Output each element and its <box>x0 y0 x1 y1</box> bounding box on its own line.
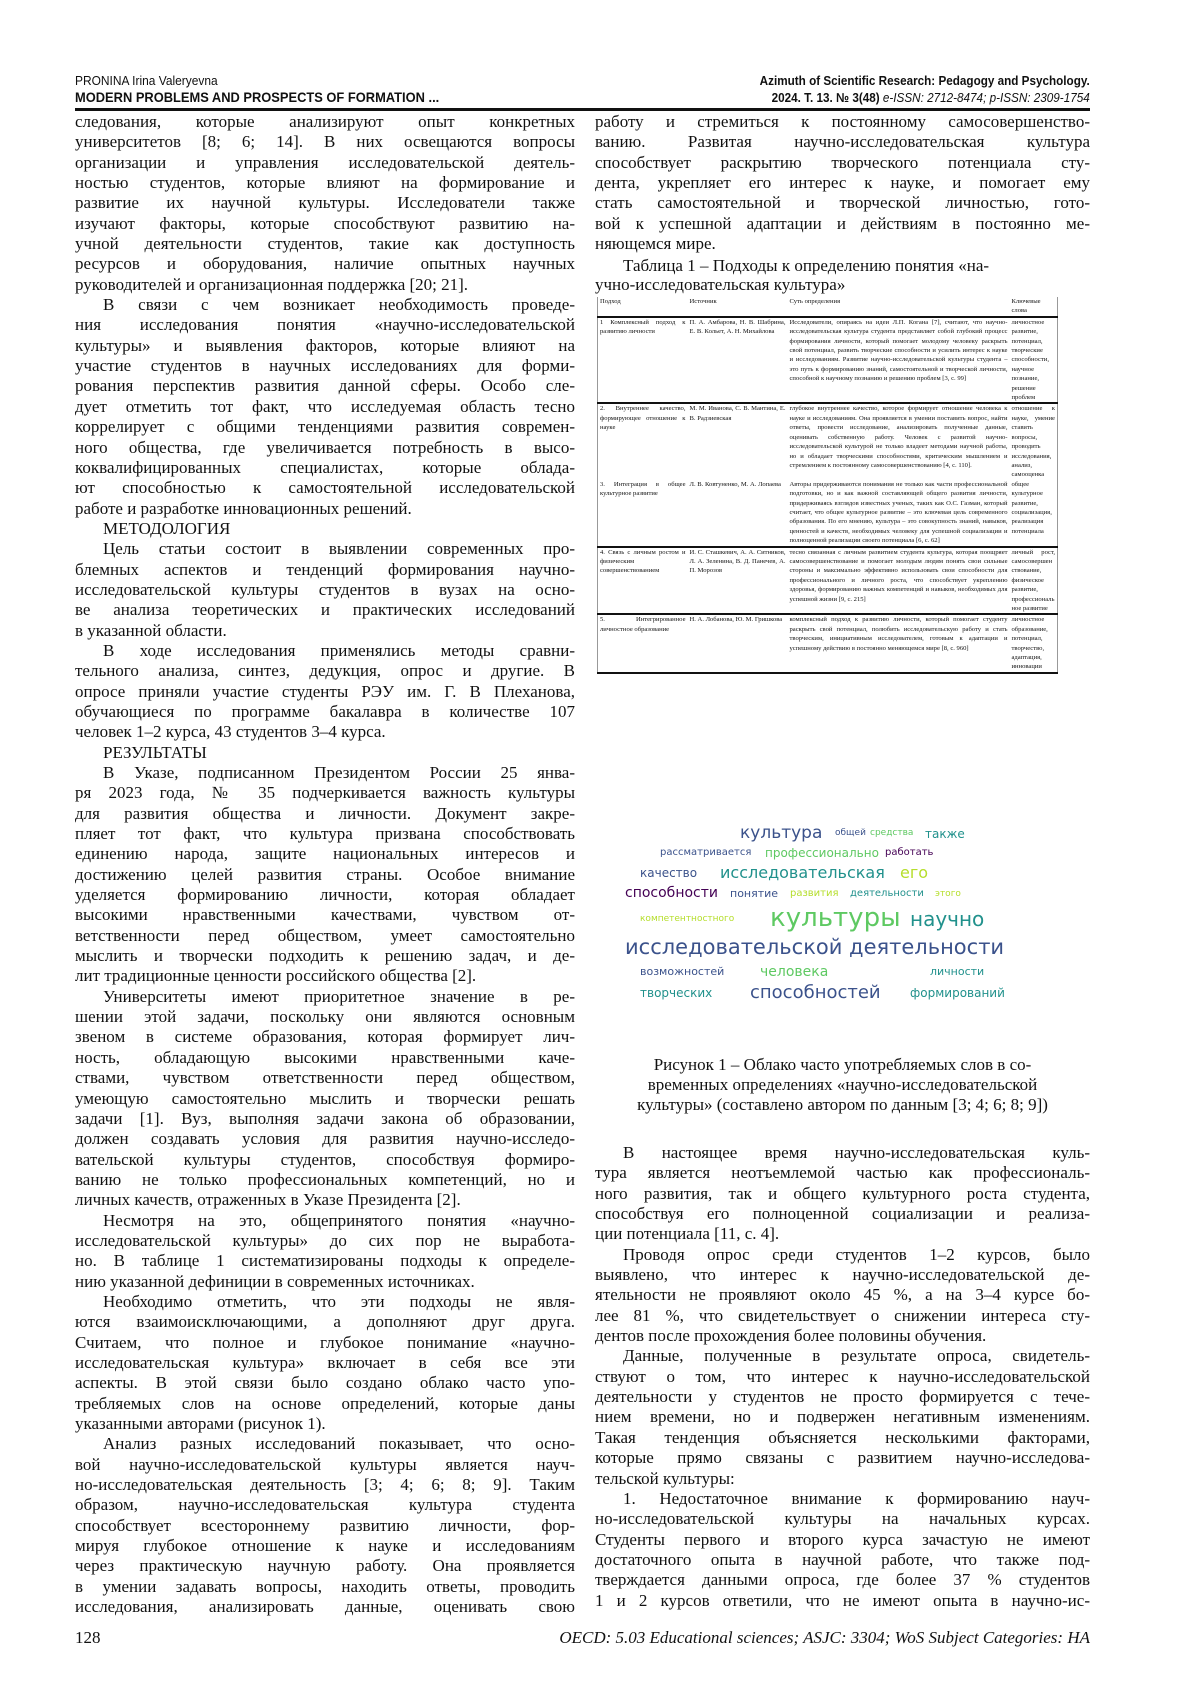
paragraph-line: тельного анализа, синтез, дедукция, опрос и другие. В <box>75 661 575 681</box>
definition-cell: глубокое внутреннее качество, которое формирует отношение человека к науке и исследованиям. Она проявляется в умении поставить вопрос, найти ответы, провести исследование, анализировать полученные данные, оценивать собственную работу. Человек с развитой научно-исследовательской культурой не только владеет методами научной работы, но и обладает творческими способностями, критическим мышлением и стремлением к постоянному самосовершенствованию [4, с. 110]. <box>789 405 1008 469</box>
paragraph-line: аспекты. В этой связи было создано облако часто упо- <box>75 1373 575 1393</box>
figure-caption-line: Рисунок 1 – Облако часто употребляемых слов в со- <box>653 1055 1032 1074</box>
definition-cell: комплексный подход к развитию личности, который помогает студенту раскрыть свой потенциал, полюбить исследовательскую работу и стать творческим, инициативным исследователем, готовым к адаптации и успешному действию в постоянно меняющемся мире [8, с. 960] <box>788 614 1010 672</box>
paragraph-line: нием времени, но и подвержен негативным изменениям. <box>595 1407 1090 1427</box>
cloud-word: исследовательской деятельности <box>625 935 1005 959</box>
word-cloud-figure <box>620 825 1040 1005</box>
cloud-word: развития <box>790 888 839 899</box>
table-row <box>598 547 1058 615</box>
paragraph-line: исследования, анализировать данные, оценивать свою <box>75 1597 575 1617</box>
paragraph-line: вой к успешной адаптации и действиям в постоянно ме- <box>595 213 1090 233</box>
paragraph-line: которые прямо связаны с развитием научно-исследова- <box>595 1448 1090 1468</box>
source-cell: И. С. Сташкевич, А. А. Ситников, Л. А. Зеленина, В. Д. Панечев, А. П. Морозов <box>688 547 788 615</box>
paragraph-line: В настоящее время научно-исследовательская куль- <box>623 1143 1090 1162</box>
source-cell: Н. А. Лобанова, Ю. М. Гришкова <box>688 614 788 672</box>
cloud-word: способности <box>625 885 718 901</box>
paragraph-line: Несмотря на это, общепринятого понятия «научно- <box>103 1210 575 1230</box>
header-author: PRONINA Irina Valeryevna <box>75 73 218 88</box>
paragraph-line: ванию. Развитая научно-исследовательская культура <box>595 132 1090 152</box>
paragraph-line: Проводя опрос среди студентов 1–2 курсов, было <box>623 1244 1090 1264</box>
source-cell: Л. В. Ковтуненко, М. А. Лопаева <box>688 480 788 547</box>
definition-cell: Авторы придерживаются понимания не только как части профессиональной подготовки, но и как важной составляющей общего развития личности, придерживаясь взглядов известных ученых, таких как О.С. Газман, который считает, что общее культурное развитие – это ключевая цель современного образования. По его мнению, культура – это совокупность знаний, навыков, ценностей и качеств, необходимых человеку для успешной социализации и полноценной реализации своего потенциала [6, с. 62] <box>788 480 1010 547</box>
column-header: Суть определения <box>788 297 1010 317</box>
column-header: Подход <box>598 297 688 317</box>
figure-caption-line: временных определениях «научно-исследовательской <box>647 1075 1038 1094</box>
paragraph-line: человек 1–2 курса, 43 студентов 3–4 курса. <box>75 722 386 742</box>
paragraph-line: дентов после прохождения более половины обучения. <box>595 1326 987 1346</box>
paragraph-line: уделяется формированию личности, которая обладает <box>75 885 575 905</box>
cloud-word: личности <box>930 965 985 978</box>
paragraph-line: ствами, чувством ответственности перед обществом, <box>75 1068 575 1088</box>
paragraph-line: но-исследовательской культуры на начальных курсах. <box>595 1509 1090 1529</box>
paragraph-line: через практическую научную работу. Она проявляется <box>75 1556 575 1576</box>
paragraph-line: достижению целей развития страны. Особое внимание <box>75 864 575 884</box>
paragraph-line: исследовательской культуры студентов в вузах на осно- <box>75 579 575 599</box>
paragraph-line: изучают факторы, которые способствуют развитию на- <box>75 213 575 233</box>
paragraph-line: участие студентов в научных исследованиях для форми- <box>75 356 575 376</box>
paragraph-line: рования перспектив развития данной сферы. Особо сле- <box>75 376 575 396</box>
cloud-word: работать <box>885 847 934 858</box>
cloud-word: понятие <box>730 887 779 900</box>
paragraph-line: указанными авторами (рисунок 1). <box>75 1414 326 1433</box>
paragraph-line: ресурсов и оборудования, наличие опытных научных <box>75 254 575 274</box>
paragraph-line: дует отметить тот факт, что исследуемая область тесно <box>75 396 575 416</box>
cloud-word: творческих <box>640 986 713 1000</box>
section-heading: РЕЗУЛЬТАТЫ <box>103 742 207 762</box>
cloud-word: профессионально <box>765 846 879 860</box>
approach-cell: 1 Комплексный подход к развитию личности <box>598 317 688 404</box>
paragraph-line: высокими нравственными качествами, чувством от- <box>75 905 575 925</box>
paragraph-line: В Указе, подписанном Президентом России 25 янва- <box>103 763 575 782</box>
paragraph-line: коквалифицированных специалистах, которые облада- <box>75 457 575 477</box>
paragraph-line: стать самостоятельной и творческой личностью, гото- <box>595 193 1090 213</box>
paragraph-line: ря 2023 года, № 35 подчеркивается важность культуры <box>75 783 575 803</box>
source-cell: М. М. Иванова, С. В. Мантина, Е. В. Радзиевская <box>689 405 786 422</box>
right-column-bottom <box>595 1143 1090 1611</box>
cloud-word: культуры <box>770 903 901 933</box>
paragraph-line: Необходимо отметить, что эти подходы не явля- <box>103 1291 575 1311</box>
cloud-word: человека <box>760 964 829 980</box>
paragraph-line: способствует раскрытию творческого потенциала сту- <box>595 152 1090 172</box>
paragraph-line: университетов [8; 6; 14]. В них освещаются вопросы <box>75 132 575 152</box>
approaches-table <box>597 297 1058 674</box>
paragraph-line: культуры» и выявления факторов, которые влияют на <box>75 335 575 355</box>
paragraph-line: деятельности у студентов не просто формируется с тече- <box>595 1387 1090 1407</box>
table-row <box>598 480 1058 547</box>
approach-cell: 4. Связь с личным ростом и физическим совершенствованием <box>598 547 688 615</box>
paragraph-line: опросе приняли участие студенты РЭУ им. Г. В Плеханова, <box>75 681 575 701</box>
figure-caption <box>595 1055 1090 1115</box>
running-header-left <box>75 72 439 106</box>
paragraph-line: дента, укрепляет его интерес к науке, и помогает ему <box>595 173 1090 193</box>
paragraph-line: следования, которые анализируют опыт конкретных <box>75 112 575 131</box>
cloud-word: научно <box>910 907 985 931</box>
header-divider <box>75 108 1090 111</box>
paragraph-line: для развития общества и личности. Документ закре- <box>75 803 575 823</box>
paragraph-line: звеном в системе образования, которая формирует лич- <box>75 1027 575 1047</box>
paragraph-line: ют способностью к самостоятельной исследовательской <box>75 478 575 498</box>
paragraph-line: работу и стремиться к постоянному самосовершенство- <box>595 112 1090 131</box>
cloud-word: исследовательская <box>720 863 885 882</box>
table-caption <box>595 256 1090 294</box>
paragraph-line: умеющую самостоятельно мыслить и творчески решать <box>75 1088 575 1108</box>
paragraph-line: требляемых слов на основе определений, которые даны <box>75 1393 575 1413</box>
table-caption-line: учно-исследовательская культура» <box>595 275 846 294</box>
paragraph-line: нию указанной дефиниции в современных источниках. <box>75 1271 475 1291</box>
paragraph-line: лит традиционные ценности российского общества [2]. <box>75 966 477 986</box>
paragraph-line: в указанной области. <box>75 620 227 640</box>
paragraph-line: вательской культуры студентов, способствуя формиро- <box>75 1149 575 1169</box>
paragraph-line: ются взаимоисключающими, а дополняют друг друга. <box>75 1312 575 1332</box>
keywords-cell: личностное образование, потенциал, творчество, адаптация, инновации <box>1010 614 1058 672</box>
paragraph-line: ванию не только профессиональных компетенций, но и <box>75 1169 575 1189</box>
paragraph-line: В ходе исследования применялись методы сравни- <box>103 640 575 660</box>
right-column-top <box>595 112 1090 254</box>
paragraph-line: ствуют о том, что интерес к научно-исследовательской <box>595 1366 1090 1386</box>
paragraph-line: лее 81 %, что свидетельствует о снижении интереса сту- <box>595 1305 1090 1325</box>
section-heading: МЕТОДОЛОГИЯ <box>103 518 231 538</box>
paragraph-line: единению народа, защите национальных интересов и <box>75 844 575 864</box>
paragraph-line: В связи с чем возникает необходимость проведе- <box>103 295 575 315</box>
paragraph-line: няющемся мире. <box>595 234 716 254</box>
paragraph-line: мируя глубокое отношение к науке и исследованиям <box>75 1536 575 1556</box>
paragraph-line: исследовательской культуры» до сих пор не выработа- <box>75 1230 575 1250</box>
paragraph-line: ного общества, где увеличивается потребность в высо- <box>75 437 575 457</box>
left-column <box>75 112 575 1617</box>
paragraph-line: работе и разработке инновационных решений. <box>75 498 412 518</box>
paragraph-line: ного развития, так и общего культурного роста студента, <box>595 1183 1090 1203</box>
running-header-right <box>760 72 1090 106</box>
paragraph-line: 1. Недостаточное внимание к формированию науч- <box>623 1488 1090 1508</box>
cloud-word: способностей <box>750 982 881 1003</box>
paragraph-line: мыслить и творчески подходить к решению задач, и де- <box>75 946 575 966</box>
paragraph-line: выявлено, что интерес к научно-исследовательской де- <box>595 1265 1090 1285</box>
paragraph-line: тура является неотъемлемой частью как профессиональ- <box>595 1163 1090 1183</box>
cloud-word: культура <box>740 823 823 843</box>
definition-cell: Исследователи, опираясь на идеи Л.П. Когана [7], считают, что научно-исследовательская культура студента представляет собой глубокий процесс формирования личности, который помогает молодому человеку раскрыть свой потенциал, развить творческие способности и усилить интерес к науке и исследованиям. Развитие научно-исследовательской культуры студента – это путь к формированию знаний, самостоятельной и творческой личности, способной к научному познанию и решению проблем [3, с. 99] <box>788 317 1010 404</box>
paragraph-line: вой научно-исследовательской культуры является науч- <box>75 1454 575 1474</box>
keywords-cell: общее культурное развитие, социализация, реализация потенциала <box>1010 480 1058 547</box>
paragraph-line: Цель статьи состоит в выявлении современных про- <box>103 539 575 559</box>
cloud-word: средства <box>870 828 914 838</box>
keywords-cell: личный рост, самосовершенствование, физическое развитие, профессиональное развитие <box>1010 547 1058 615</box>
paragraph-line: тверждается данными опроса, где более 37 % студентов <box>595 1570 1090 1590</box>
paragraph-line: Анализ разных исследований показывает, что осно- <box>103 1434 575 1454</box>
source-cell: П. А. Амбарова, Н. В. Шабрина, Е. В. Кольет, А. Н. Михайлова <box>688 317 788 404</box>
header-article-title: MODERN PROBLEMS AND PROSPECTS OF FORMATION ... <box>75 89 440 105</box>
paragraph-line: ния исследования понятия «научно-исследовательской <box>75 315 575 335</box>
paragraph-line: 1 и 2 курсов ответили, что не имеют опыта в научно-ис- <box>595 1590 1090 1610</box>
paragraph-line: пляет тот факт, что культура призвана способствовать <box>75 824 575 844</box>
paragraph-line: ве анализа теоретических и практических исследований <box>75 600 575 620</box>
column-header: Ключевые слова <box>1010 297 1058 317</box>
paragraph-line: Данные, полученные в результате опроса, свидетель- <box>623 1346 1090 1366</box>
cloud-word: его <box>900 863 929 882</box>
paragraph-line: исследовательская культура» включает в себя все эти <box>75 1352 575 1372</box>
paragraph-line: блемных аспектов и тенденций формирования научно- <box>75 559 575 579</box>
figure-caption-line: культуры» (составлено автором по данным [3; 4; 6; 8; 9]) <box>637 1095 1048 1114</box>
table-row <box>598 317 1058 404</box>
paragraph-line: достаточного опыта в научной работе, что также под- <box>595 1549 1090 1569</box>
header-journal: Azimuth of Scientific Research: Pedagogy and Psychology. <box>759 73 1090 88</box>
paragraph-line: ностью студентов, которые влияют на формирование и <box>75 173 575 193</box>
paragraph-line: коррелирует с общими тенденциями развития современ- <box>75 417 575 437</box>
cloud-word: качество <box>640 866 698 880</box>
paragraph-line: Такая тенденция объясняется несколькими факторами, <box>595 1427 1090 1447</box>
paragraph-line: ции потенциала [11, с. 4]. <box>595 1224 780 1244</box>
paragraph-line: учной деятельности студентов, такие как доступность <box>75 234 575 254</box>
cloud-word: компетентностного <box>640 914 735 924</box>
paragraph-line: организации и управления исследовательской деятель- <box>75 152 575 172</box>
cloud-word: рассматривается <box>660 847 752 858</box>
paragraph-line: Университеты имеют приоритетное значение в ре- <box>103 986 575 1006</box>
footer-classification: OECD: 5.03 Educational sciences; ASJC: 3304; WoS Subject Categories: HA <box>559 1628 1090 1647</box>
page-number: 128 <box>75 1628 101 1647</box>
cloud-word: общей <box>835 828 866 838</box>
paragraph-line: в умении задавать вопросы, находить ответы, проводить <box>75 1576 575 1596</box>
paragraph-line: шении этой задачи, поскольку они являются основным <box>75 1007 575 1027</box>
paragraph-line: ветственности перед обществом, умеет самостоятельно <box>75 925 575 945</box>
cloud-word: формирований <box>910 986 1005 1000</box>
table-row <box>598 403 1058 479</box>
header-issue: 2024. T. 13. № 3(48) <box>771 90 880 105</box>
header-issn: e-ISSN: 2712-8474; p-ISSN: 2309-1754 <box>883 90 1090 105</box>
cloud-word: этого <box>935 889 961 899</box>
column-header: Источник <box>688 297 788 317</box>
paragraph-line: Считаем, что полное и глубокое понимание «научно- <box>75 1332 575 1352</box>
paragraph-line: тельской культуры: <box>595 1468 735 1488</box>
definition-cell: тесно связанная с личным развитием студента культура, которая поощряет самосовершенствование и помогает молодым людям понять свои сильные стороны и максимально эффективно использовать свои способности для профессионального и личного роста, что способствует укреплению здоровья, формированию важных компетенций и навыков, необходимых для успешной жизни [9, с. 215] <box>788 547 1010 615</box>
approach-cell: 2. Внутреннее качество, формирующее отношение к науке <box>600 405 686 432</box>
approach-cell: 5. Интегрированное личностное образование <box>598 614 688 672</box>
paragraph-line: образом, научно-исследовательская культура студента <box>75 1495 575 1515</box>
paragraph-line: личных качеств, отраженных в Указе Президента [2]. <box>75 1190 461 1210</box>
paragraph-line: ность, обладающую высокими нравственными каче- <box>75 1047 575 1067</box>
approach-cell: 3. Интеграция в общее культурное развитие <box>598 480 688 547</box>
keywords-cell: личностное развитие, потенциал, творческие способности, научное познание, решение проблем <box>1010 317 1058 404</box>
paragraph-line: руководителей и организационная поддержка [20; 21]. <box>75 274 469 294</box>
paragraph-line: способствует всестороннему развитию личности, фор- <box>75 1515 575 1535</box>
paragraph-line: Студенты первого и второго курса зачастую не имеют <box>595 1529 1090 1549</box>
paragraph-line: но-исследовательская деятельность [3; 4; 6; 8; 9]. Таким <box>75 1475 575 1495</box>
table-row <box>598 614 1058 672</box>
paragraph-line: должен создавать условия для развития научно-исследо- <box>75 1129 575 1149</box>
cloud-word: деятельности <box>850 888 924 899</box>
paragraph-line: обучающиеся по программе бакалавра в количестве 107 <box>75 701 575 721</box>
paragraph-line: задачи [1]. Вуз, выполняя задачи закона об образовании, <box>75 1108 575 1128</box>
paragraph-line: развитие их научной культуры. Исследователи также <box>75 193 575 213</box>
cloud-word: также <box>925 827 965 841</box>
paragraph-line: способствуя его полноценной социализации и реализа- <box>595 1204 1090 1224</box>
paragraph-line: ятельности не проявляют около 45 %, а на 3–4 курсе бо- <box>595 1285 1090 1305</box>
cloud-word: возможностей <box>640 965 725 978</box>
keywords-cell: отношение к науке, умение ставить вопросы, проводить исследования, анализ, самооценка <box>1011 405 1055 479</box>
table-caption-line: Таблица 1 – Подходы к определению понятия «на- <box>623 256 990 275</box>
paragraph-line: но. В таблице 1 систематизированы подходы к определе- <box>75 1251 575 1271</box>
